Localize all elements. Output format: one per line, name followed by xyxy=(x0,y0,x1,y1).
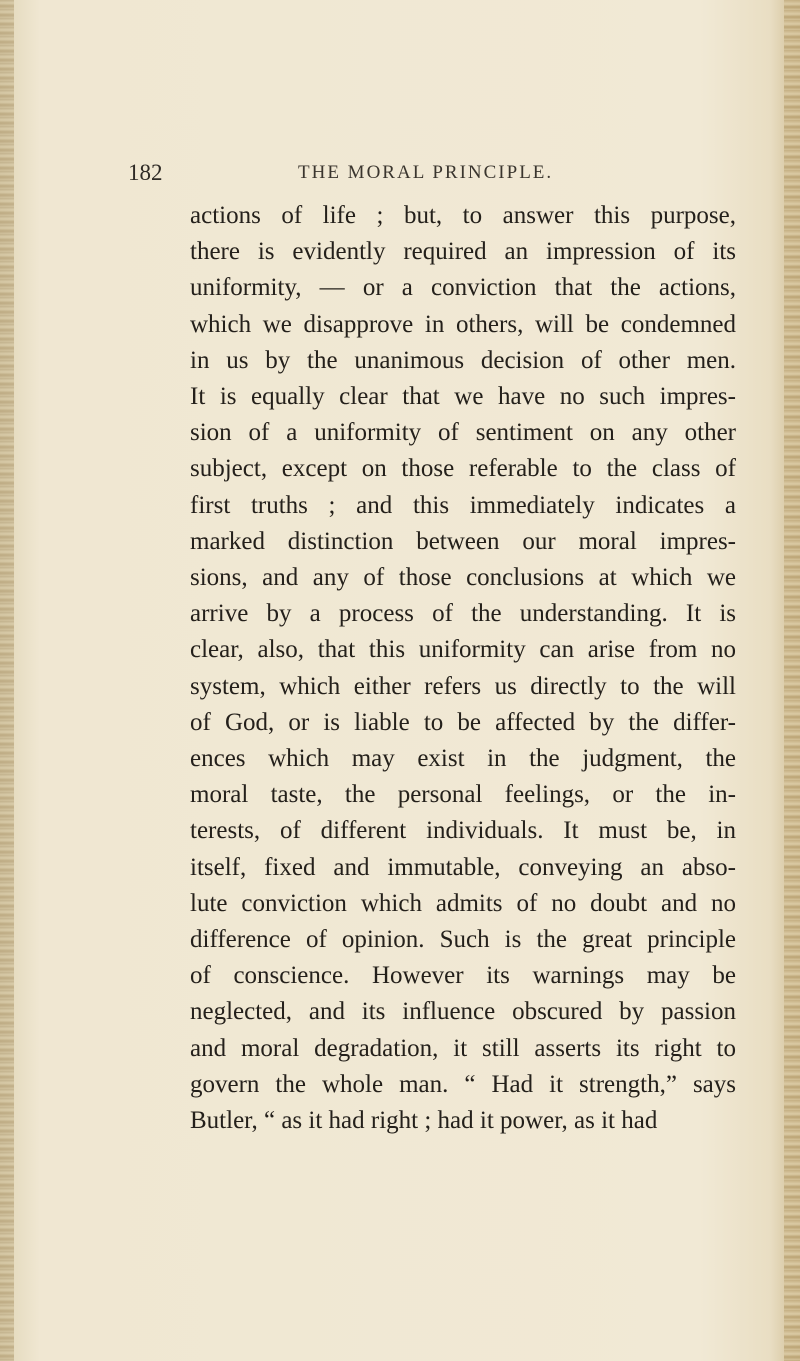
text-line: difference of opinion. Such is the great principle xyxy=(190,926,736,954)
text-line: sions, and any of those conclusions at which we xyxy=(190,564,736,592)
page-header xyxy=(128,160,728,196)
text-line: moral taste, the personal feelings, or the in- xyxy=(190,781,736,809)
text-line: clear, also, that this uniformity can arise from no xyxy=(190,636,736,664)
text-line: Butler, “ as it had right ; had it power, as it had xyxy=(190,1107,658,1135)
text-line: uniformity, — or a conviction that the actions, xyxy=(190,274,736,302)
text-line: actions of life ; but, to answer this purpose, xyxy=(190,202,736,229)
text-line: arrive by a process of the understanding. It is xyxy=(190,600,736,628)
text-line: system, which either refers us directly to the will xyxy=(190,672,736,700)
text-line: marked distinction between our moral impres- xyxy=(190,527,736,555)
text-line: there is evidently required an impression of its xyxy=(190,238,736,266)
page-number: 182 xyxy=(128,160,163,185)
text-line: terests, of different individuals. It must be, in xyxy=(190,817,736,845)
text-line: first truths ; and this immediately indicates a xyxy=(190,491,736,519)
text-line: in us by the unanimous decision of other men. xyxy=(190,346,736,374)
body-text xyxy=(190,198,736,1139)
text-line: ences which may exist in the judgment, the xyxy=(190,745,736,773)
page-binding-edge-right xyxy=(784,0,800,1361)
text-line: of God, or is liable to be affected by the differ- xyxy=(190,708,736,736)
text-line: It is equally clear that we have no such impres- xyxy=(190,383,736,411)
text-line: which we disapprove in others, will be condemned xyxy=(190,310,736,338)
text-line: of conscience. However its warnings may be xyxy=(190,962,736,990)
text-line: itself, fixed and immutable, conveying an abso- xyxy=(190,853,736,881)
text-line: subject, except on those referable to the class of xyxy=(190,455,736,483)
text-line: neglected, and its influence obscured by passion xyxy=(190,998,736,1026)
running-head: THE MORAL PRINCIPLE. xyxy=(298,162,554,183)
text-line: sion of a uniformity of sentiment on any other xyxy=(190,419,736,447)
page-binding-edge-left xyxy=(0,0,14,1361)
text-line: govern the whole man. “ Had it strength,” says xyxy=(190,1070,736,1098)
text-line: and moral degradation, it still asserts its right to xyxy=(190,1034,736,1062)
text-line: lute conviction which admits of no doubt and no xyxy=(190,889,736,917)
